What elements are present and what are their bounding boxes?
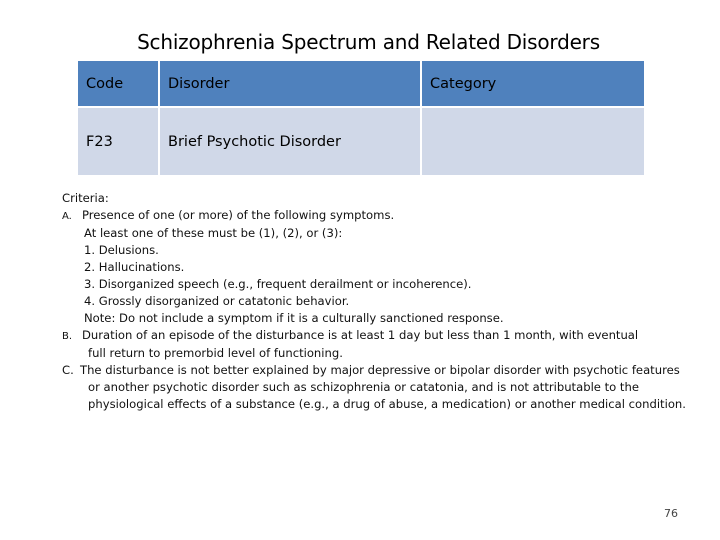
header-disorder: Disorder: [159, 60, 421, 107]
header-category: Category: [421, 60, 645, 107]
cell-disorder: Brief Psychotic Disorder: [159, 107, 421, 176]
header-code: Code: [77, 60, 159, 107]
table-row: [77, 107, 645, 176]
criterion-a-marker: A.: [62, 211, 72, 222]
slide-title: Schizophrenia Spectrum and Related Disorders: [137, 30, 600, 54]
criterion-b-marker: B.: [62, 331, 73, 342]
criterion-c-marker: C.: [62, 363, 74, 377]
criteria-heading: Criteria:: [62, 191, 109, 205]
criterion-a-line: 4. Grossly disorganized or catatonic behavior.: [84, 294, 350, 308]
criterion-c-text: The disturbance is not better explained by major depressive or bipolar disorder with psychotic features: [80, 363, 680, 377]
criterion-a-line: 1. Delusions.: [84, 243, 159, 257]
criterion-c-line: [62, 362, 702, 379]
criterion-a-line: Note: Do not include a symptom if it is a culturally sanctioned response.: [84, 311, 504, 325]
criterion-a-line: [62, 207, 702, 225]
cell-category: [421, 107, 645, 176]
criterion-b-line: full return to premorbid level of functioning.: [88, 346, 343, 360]
criterion-b-line: [62, 327, 702, 345]
criterion-c-line: or another psychotic disorder such as schizophrenia or catatonia, and is not attributable to the: [88, 380, 639, 394]
page-number: 76: [664, 507, 678, 520]
disorder-table: [76, 59, 646, 177]
criterion-a-line: At least one of these must be (1), (2), or (3):: [84, 226, 343, 240]
table-header-row: [77, 60, 645, 107]
criterion-c-line: physiological effects of a substance (e.g., a drug of abuse, a medication) or another medical condition.: [88, 397, 686, 411]
criterion-a-line: 2. Hallucinations.: [84, 260, 185, 274]
cell-code: F23: [77, 107, 159, 176]
criterion-b-text: Duration of an episode of the disturbance is at least 1 day but less than 1 month, with eventual: [82, 328, 639, 342]
criteria-block: [62, 190, 702, 413]
criterion-a-line: 3. Disorganized speech (e.g., frequent derailment or incoherence).: [84, 277, 472, 291]
criterion-a-text: Presence of one (or more) of the following symptoms.: [82, 208, 395, 222]
